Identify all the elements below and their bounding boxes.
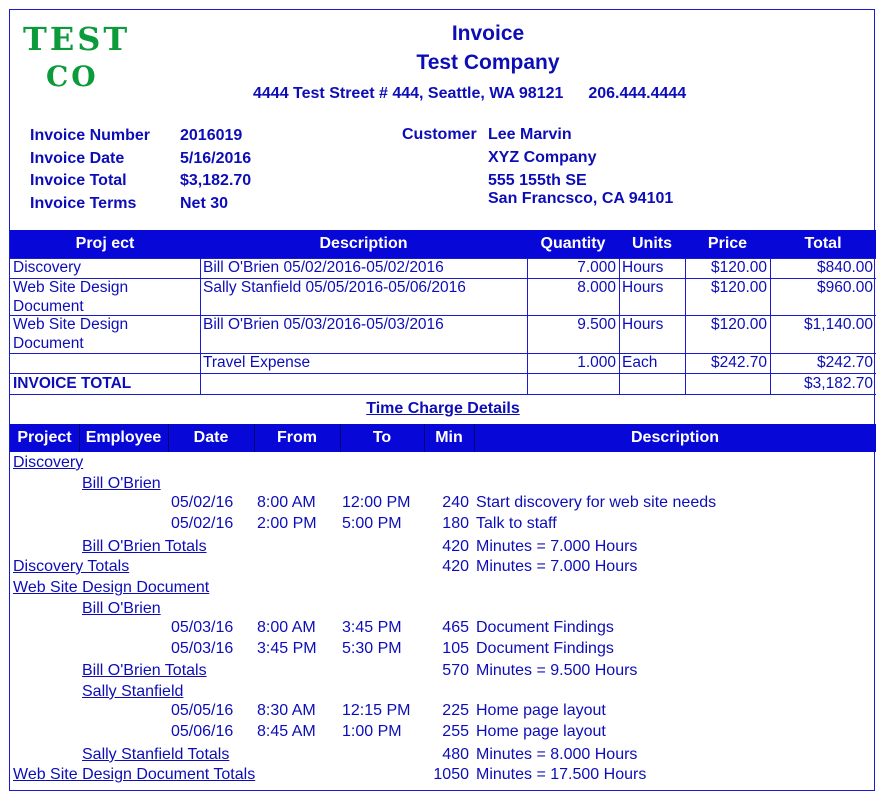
project-totals-hours: Minutes = 17.500 Hours — [476, 766, 647, 783]
time-col-to: To — [372, 429, 392, 446]
line-item-project: Web Site Design — [13, 279, 129, 296]
line-item-total: $840.00 — [816, 259, 873, 276]
time-entry-min: 105 — [442, 640, 469, 657]
employee-totals-min: 420 — [442, 538, 469, 555]
employee-totals-link[interactable]: Sally Stanfield Totals — [82, 746, 230, 763]
time-entry-description: Home page layout — [476, 723, 606, 740]
customer-company: XYZ Company — [488, 149, 597, 166]
customer-city: San Francsco, CA 94101 — [488, 190, 674, 207]
project-totals-hours: Minutes = 7.000 Hours — [476, 558, 638, 575]
line-item-description: Bill O'Brien 05/02/2016-05/02/2016 — [203, 259, 444, 276]
time-col-date: Date — [193, 429, 229, 446]
time-entry-min: 225 — [442, 702, 469, 719]
employee-totals-hours: Minutes = 9.500 Hours — [476, 662, 638, 679]
time-entry-to: 5:30 PM — [342, 640, 402, 657]
project-totals-min: 1050 — [433, 766, 469, 783]
time-entry-to: 5:00 PM — [342, 515, 402, 532]
time-entry-description: Home page layout — [476, 702, 606, 719]
time-entry-date: 05/05/16 — [171, 702, 234, 719]
line-item-price: $242.70 — [710, 354, 767, 371]
invoice-info-value: 2016019 — [180, 127, 243, 144]
col-header-total: Total — [804, 235, 842, 252]
invoice-title: Invoice — [451, 22, 525, 45]
time-entry-from: 8:00 AM — [257, 619, 316, 636]
invoice-total-label: INVOICE TOTAL — [13, 375, 132, 392]
line-item-units: Hours — [622, 316, 664, 333]
customer-street: 555 155th SE — [488, 172, 587, 189]
invoice-info-value: $3,182.70 — [180, 172, 252, 189]
invoice-info-value: 5/16/2016 — [180, 150, 252, 167]
line-item-quantity: 1.000 — [577, 354, 616, 371]
time-entry-to: 12:00 PM — [342, 494, 411, 511]
line-item-project-cont: Document — [13, 298, 84, 315]
line-item-units: Each — [622, 354, 658, 371]
project-totals-min: 420 — [442, 558, 469, 575]
line-item-total: $242.70 — [816, 354, 873, 371]
employee-totals-min: 570 — [442, 662, 469, 679]
phone-text: 206.444.4444 — [588, 85, 687, 102]
invoice-info-label: Invoice Total — [30, 172, 127, 189]
time-entry-date: 05/03/16 — [171, 640, 234, 657]
time-entry-to: 12:15 PM — [342, 702, 411, 719]
time-col-min: Min — [435, 429, 463, 446]
time-entry-from: 3:45 PM — [257, 640, 317, 657]
time-entry-date: 05/02/16 — [171, 494, 234, 511]
time-entry-from: 2:00 PM — [257, 515, 317, 532]
project-totals-link[interactable]: Web Site Design Document Totals — [13, 766, 256, 783]
logo-line-1: TEST — [23, 20, 131, 58]
line-item-project: Web Site Design — [13, 316, 129, 333]
project-totals-link[interactable]: Discovery Totals — [13, 558, 130, 575]
time-entry-date: 05/06/16 — [171, 723, 234, 740]
time-entry-min: 240 — [442, 494, 469, 511]
line-item-quantity: 8.000 — [577, 279, 616, 296]
grid-hline — [10, 394, 876, 395]
time-entry-description: Document Findings — [476, 640, 614, 657]
invoice-info-value: Net 30 — [180, 195, 229, 212]
time-col-project: Project — [17, 429, 72, 446]
col-header-units: Units — [632, 235, 672, 252]
line-item-total: $960.00 — [816, 279, 873, 296]
employee-totals-hours: Minutes = 8.000 Hours — [476, 746, 638, 763]
time-entry-description: Talk to staff — [476, 515, 557, 532]
line-item-units: Hours — [622, 279, 664, 296]
customer-name: Lee Marvin — [488, 126, 572, 143]
time-employee-link[interactable]: Sally Stanfield — [82, 683, 184, 700]
time-entry-from: 8:30 AM — [257, 702, 316, 719]
time-employee-link[interactable]: Bill O'Brien — [82, 475, 161, 492]
col-header-price: Price — [707, 235, 748, 252]
col-header-description: Description — [319, 235, 408, 252]
time-entry-date: 05/02/16 — [171, 515, 234, 532]
grid-vline — [619, 258, 620, 394]
time-details-title: Time Charge Details — [366, 400, 520, 417]
col-header-project: Proj ect — [75, 235, 135, 252]
customer-label: Customer — [402, 126, 477, 143]
time-project-link[interactable]: Web Site Design Document — [13, 579, 210, 596]
company-address — [253, 85, 686, 103]
line-item-project: Discovery — [13, 259, 82, 276]
employee-totals-link[interactable]: Bill O'Brien Totals — [82, 662, 207, 679]
line-item-quantity: 9.500 — [577, 316, 616, 333]
time-details-header — [10, 424, 876, 452]
line-item-total: $1,140.00 — [804, 316, 873, 333]
invoice-info-label: Invoice Terms — [30, 195, 137, 212]
time-col-description: Description — [630, 429, 719, 446]
time-entry-date: 05/03/16 — [171, 619, 234, 636]
employee-totals-min: 480 — [442, 746, 469, 763]
invoice-info-label: Invoice Number — [30, 127, 151, 144]
invoice-info-label: Invoice Date — [30, 150, 125, 167]
col-header-quantity: Quantity — [540, 235, 606, 252]
address-text: 4444 Test Street # 444, Seattle, WA 98121 — [253, 85, 564, 102]
time-entry-to: 3:45 PM — [342, 619, 402, 636]
time-entry-to: 1:00 PM — [342, 723, 402, 740]
employee-totals-link[interactable]: Bill O'Brien Totals — [82, 538, 207, 555]
company-name: Test Company — [416, 51, 560, 74]
time-entry-description: Start discovery for web site needs — [476, 494, 717, 511]
grid-vline — [200, 258, 201, 394]
logo-line-2: CO — [46, 60, 99, 93]
time-entry-min: 180 — [442, 515, 469, 532]
line-item-price: $120.00 — [710, 259, 767, 276]
grid-hline — [10, 373, 876, 374]
time-employee-link[interactable]: Bill O'Brien — [82, 600, 161, 617]
line-item-description: Bill O'Brien 05/03/2016-05/03/2016 — [203, 316, 444, 333]
line-items-header — [10, 230, 876, 258]
time-entry-description: Document Findings — [476, 619, 614, 636]
line-item-units: Hours — [622, 259, 664, 276]
time-col-from: From — [277, 429, 317, 446]
time-entry-from: 8:45 AM — [257, 723, 316, 740]
line-item-description: Travel Expense — [203, 354, 311, 371]
time-entry-from: 8:00 AM — [257, 494, 316, 511]
invoice-page — [9, 9, 875, 791]
time-col-employee: Employee — [85, 429, 162, 446]
line-item-price: $120.00 — [710, 279, 767, 296]
invoice-total-value: $3,182.70 — [804, 375, 873, 392]
time-entry-min: 255 — [442, 723, 469, 740]
line-item-price: $120.00 — [710, 316, 767, 333]
time-project-link[interactable]: Discovery — [13, 454, 84, 471]
time-entry-min: 465 — [442, 619, 469, 636]
line-item-project-cont: Document — [13, 335, 84, 352]
line-item-description: Sally Stanfield 05/05/2016-05/06/2016 — [203, 279, 466, 296]
employee-totals-hours: Minutes = 7.000 Hours — [476, 538, 638, 555]
line-item-quantity: 7.000 — [577, 259, 616, 276]
